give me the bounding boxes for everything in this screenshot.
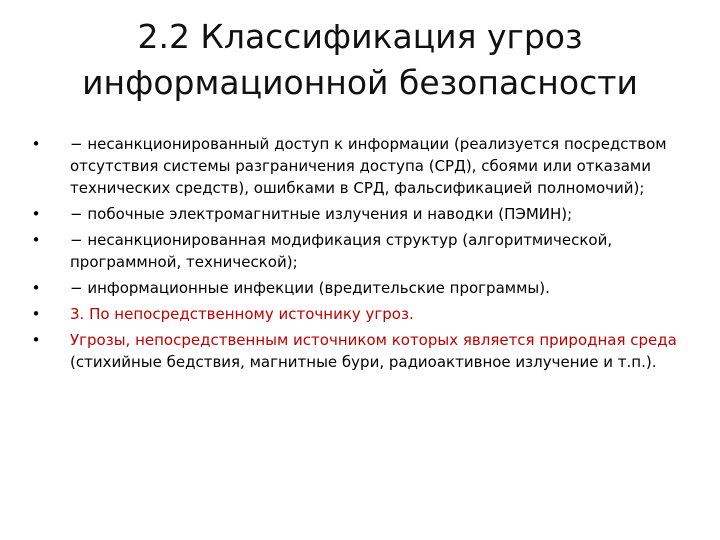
bullet-icon: • [31,305,41,323]
list-item [30,303,680,325]
bullet-list [30,133,680,377]
list-item [30,277,680,299]
list-item [30,203,680,225]
list-item-text: − побочные электромагнитные излучения и наводки (ПЭМИН); [70,205,573,223]
list-item [30,133,680,199]
slide-title [20,14,700,106]
list-item [30,229,680,273]
slide-title-line-2: информационной безопасности [82,63,638,102]
bullet-icon: • [31,205,41,223]
bullet-icon: • [31,231,41,249]
list-item-text: − информационные инфекции (вредительские программы). [70,279,550,297]
list-item-rest: (стихийные бедствия, магнитные бури, радиоактивное излучение и т.п.). [70,353,657,371]
bullet-icon: • [31,279,41,297]
list-item-text: − несанкционированная модификация структур (алгоритмической, программной, технической); [70,231,613,271]
slide-title-line-1: 2.2 Классификация угроз [137,17,583,56]
bullet-icon: • [31,135,41,153]
list-item-text [70,331,677,371]
list-item [30,329,680,373]
bullet-icon: • [31,331,41,349]
list-item-heading: 3. По непосредственному источнику угроз. [70,305,414,323]
list-item-text: − несанкционированный доступ к информации (реализуется посредством отсутствия системы разграничения доступа (СРД), сбоями или отказами технических средств), ошибками в СРД, фальсификацией полномочий); [70,135,667,197]
list-item-highlight: Угрозы, непосредственным источником которых является природная среда [70,331,677,349]
